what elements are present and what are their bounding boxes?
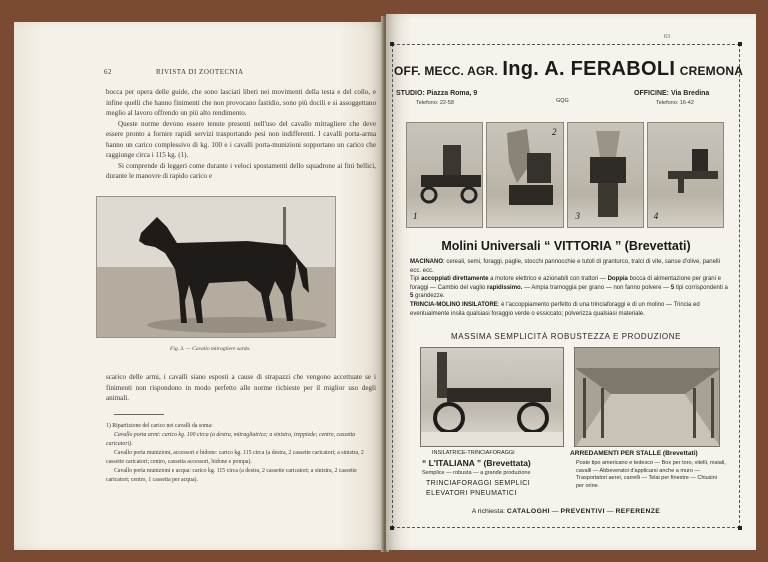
footnote-divider	[114, 414, 164, 415]
macinano-line	[410, 258, 730, 275]
left-machine-type: INSILATRICE-TRINCIAFORAGGI	[432, 450, 515, 456]
machine-photo	[406, 122, 483, 228]
product-description	[410, 258, 730, 318]
doppia-label: Doppia	[607, 276, 628, 283]
continuation-text: scarico delle armi, i cavalli siano esposti a cause di strapazzi che vengono accettuate se i finimenti non rispondono in modo perfetto alle norme richieste per il miglior uso degli animali.	[106, 373, 376, 402]
machine-photo	[647, 122, 724, 228]
company-prefix: OFF. MECC. AGR.	[394, 64, 498, 78]
machine-number: 1	[413, 211, 418, 221]
mill-illustration	[407, 123, 483, 227]
footnotes	[106, 422, 376, 485]
officine-address: OFFICINE: Via Bredina	[634, 90, 710, 97]
tipi-line	[410, 275, 730, 301]
rapid-label: rapidissimo.	[487, 284, 523, 291]
rapid-text: — Ampia tramoggia per grano — non fanno polvere —	[524, 284, 670, 291]
machine-photos	[406, 122, 724, 228]
right-machine-name: ARREDAMENTI PER STALLE (Brevettati)	[570, 450, 698, 457]
footer-item-referenze: REFERENZE	[615, 508, 661, 515]
paragraph: bocca per opera delle guide, che sono lasciati liberi nei movimenti della testa e del collo, e infine quelli che hanno finimenti che non provocano fastidio, sono più docili e si assoggettano meglio al lavoro offrendo un più alto rendimento.	[106, 88, 376, 117]
footer: A richiesta: CATALOGHI — PREVENTIVI — REFERENZE	[471, 508, 661, 515]
machine-photo	[486, 122, 563, 228]
product-title: Molini Universali “ VITTORIA ” (Brevettati)	[441, 239, 691, 253]
left-machine-desc: Semplice — robusta — a grande produzione	[422, 470, 531, 476]
footnote: 1) Ripartizione del carico nei cavalli da soma:	[106, 423, 213, 429]
officine-phone: Telefono: 16-42	[656, 100, 694, 106]
tipi-bold: accoppiati direttamente	[421, 276, 489, 283]
footnote: Cavallo porta armi: carico kg. 100 circa (a destra, mitragliatrice; a sinistra, treppiede; centro, cassetta caricatori).	[106, 432, 356, 447]
macinano-label: MACINANO	[410, 259, 443, 265]
border-corner	[390, 42, 394, 46]
right-page-number: 63	[664, 34, 670, 40]
tipi-prefix: Tipi	[410, 276, 420, 283]
machine-photo	[567, 122, 644, 228]
mill-illustration	[487, 123, 563, 227]
insilatrice-photo	[420, 347, 564, 447]
studio-address: STUDIO: Piazza Roma, 9	[396, 90, 478, 97]
machine-number: 3	[575, 211, 580, 221]
right-page	[386, 14, 756, 550]
insilatrice-illustration	[421, 348, 564, 447]
trincia-text: : è l'accoppiamento perfetto di una trinciaforaggi e di un molino — Trincia ed eventualmente insila qualsiasi foraggio verde o essiccato; polverizza qualsiasi materiale.	[410, 301, 700, 317]
five2-label: 5	[410, 293, 414, 300]
five2-text: grandezze.	[415, 293, 445, 300]
left-page-number: 62	[104, 68, 112, 76]
horse-illustration	[97, 197, 336, 338]
stalle-photo	[574, 347, 720, 447]
doppia-text: bocca di alimentazione per grani e foraggi — Cambio del vaglio	[410, 276, 721, 291]
horse-photo	[96, 196, 336, 338]
studio-phone: Telefono: 22-58	[416, 100, 454, 106]
border-corner	[738, 526, 742, 530]
stable-illustration	[575, 348, 720, 447]
mill-illustration	[648, 123, 724, 227]
left-machine-name: “ L'ITALIANA ” (Brevettata)	[422, 458, 531, 468]
macinano-text: : cereali, semi, foraggi, paglie, stocchi pannocchie e tutoli di granturco, tralci di vite, sanse d'olive, panelli ecc. ecc.	[410, 259, 720, 274]
machine-number: 2	[552, 127, 557, 137]
footnote: Cavallo porta munizioni e acqua: carico kg. 115 circa (a destra, 2 cassette caricatori; a sinistra, 2 cassette caricatori; centro, 1 cassetta per acqua).	[106, 468, 357, 483]
paragraph: Queste norme devono essere tenute presenti nell'uso del cavallo mitragliere che deve essere pronto a fornire rapidi servizi trasportando pesi non indifferenti. I cavalli porta-arma hanno un carico complessivo di kg. 100 e i cavalli porta-munizioni sopportano un carico che raggiunge circa i 115 kg. (1).	[106, 119, 376, 159]
tipi-text: a motore elettrico e azionabili con trattori —	[490, 276, 606, 283]
company-city: CREMONA	[679, 64, 744, 78]
company-name: Ing. A. FERABOLI	[502, 58, 676, 80]
extra-line-1: TRINCIAFORAGGI SEMPLICI	[426, 480, 531, 487]
company-heading	[394, 58, 744, 81]
trincia-label: TRINCIA-MOLINO INSILATORE	[410, 301, 498, 308]
footer-item-cataloghi: CATALOGHI	[506, 508, 550, 515]
five-text: tipi corrispondenti a	[675, 284, 728, 291]
body-text-top	[106, 87, 376, 182]
running-title: RIVISTA DI ZOOTECNIA	[156, 68, 244, 76]
trincia-line	[410, 301, 730, 318]
five-label: 5	[670, 284, 675, 291]
extra-line-2: ELEVATORI PNEUMATICI	[426, 490, 517, 497]
border-corner	[390, 526, 394, 530]
center-mark: GQG	[556, 98, 569, 104]
footnote: Cavallo porta munizioni, accessori e bidone: carico kg. 115 circa (a destra, 2 cassette caricatori; a sinistra, 2 cassette caricatori; centro, cassetta accessori, bidone e pompa).	[106, 450, 364, 465]
figure-caption: Fig. 3. — Cavallo mitragliere sardo.	[170, 346, 251, 352]
right-machine-desc: Poste tipo americano e tedesco — Box per toro, vitelli, maiali, cavalli — Abbeveratoi d'applicarsi anche a muro — Trasportatori aerei, carrelli — Telai per finestre — Chiusini per orine.	[576, 460, 726, 489]
border-corner	[738, 42, 742, 46]
left-page	[14, 22, 384, 550]
paragraph: Si comprende di leggeri come durante i veloci spostamenti dello squadrone ai fini bellici, durante le manovre di rapido carico e	[106, 161, 376, 180]
footer-prefix: A richiesta:	[471, 508, 505, 515]
footer-item-preventivi: PREVENTIVI	[560, 508, 605, 515]
machine-number: 4	[653, 211, 659, 221]
slogan: MASSIMA SEMPLICITÀ ROBUSTEZZA E PRODUZIONE	[450, 332, 682, 341]
